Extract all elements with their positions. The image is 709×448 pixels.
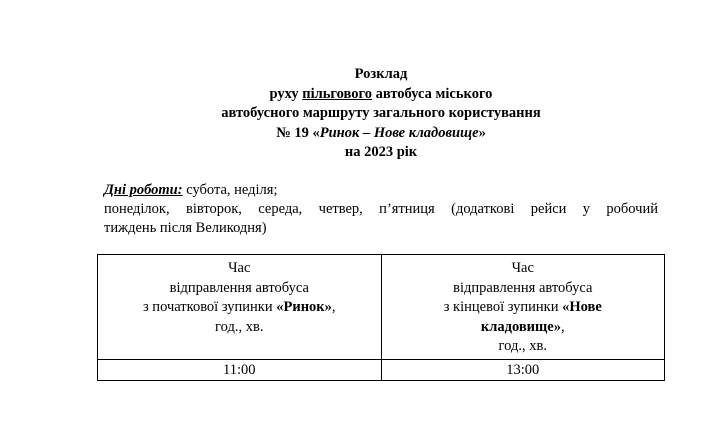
document-title xyxy=(98,65,664,163)
header-start-line-3 xyxy=(104,298,375,318)
end-stop-name-part-1: «Нове xyxy=(562,299,602,315)
working-days-weekdays-line-1: понеділок, вівторок, середа, четвер, п’ятниця (додаткові рейси у робочий xyxy=(104,201,658,217)
title-line-1: Розклад xyxy=(354,66,408,82)
title-line-4-post: » xyxy=(478,124,486,141)
title-line-5: на 2023 рік xyxy=(344,144,418,160)
route-name: Ринок – Нове кладовище xyxy=(319,124,479,141)
title-line-2-underlined: пільгового xyxy=(302,85,373,102)
table-row xyxy=(98,359,665,380)
header-start-line-4: год., хв. xyxy=(215,318,264,335)
header-end-line-4-post: , xyxy=(560,318,565,335)
title-line-4-pre: № 19 « xyxy=(276,124,320,141)
title-line-3: автобусного маршруту загального користування xyxy=(221,105,541,121)
working-days-label: Дні роботи: xyxy=(104,182,183,198)
title-line-2-post: автобуса міського xyxy=(372,85,493,102)
header-start-line-2: відправлення автобуса xyxy=(169,279,309,296)
departure-time-end: 13:00 xyxy=(381,359,665,380)
title-line-4 xyxy=(98,124,664,144)
header-start-line-3-pre: з початкової зупинки xyxy=(142,299,277,315)
header-end-line-3 xyxy=(388,298,659,318)
header-start-stop xyxy=(98,255,382,360)
header-end-line-5: год., хв. xyxy=(498,338,547,354)
header-end-stop xyxy=(381,255,665,360)
header-start-line-3-post: , xyxy=(331,299,336,315)
table-header-row xyxy=(98,255,665,360)
header-start-line-1: Час xyxy=(228,260,251,276)
header-end-line-1: Час xyxy=(511,260,534,276)
start-stop-name: «Ринок» xyxy=(276,299,332,315)
working-days-weekdays-line-2: тиждень після Великодня) xyxy=(104,220,267,236)
header-end-line-4 xyxy=(388,318,659,338)
header-end-line-2: відправлення автобуса xyxy=(453,279,593,296)
working-days-weekend-text: субота, неділя; xyxy=(182,182,278,198)
title-line-2 xyxy=(98,85,664,105)
header-end-line-3-pre: з кінцевої зупинки xyxy=(443,299,563,315)
working-days-weekend xyxy=(104,181,658,200)
departure-time-start: 11:00 xyxy=(98,359,382,380)
title-line-2-pre: руху xyxy=(269,85,303,102)
schedule-table xyxy=(97,254,665,381)
end-stop-name-part-2: кладовище» xyxy=(480,318,561,335)
working-days-section xyxy=(104,181,658,238)
